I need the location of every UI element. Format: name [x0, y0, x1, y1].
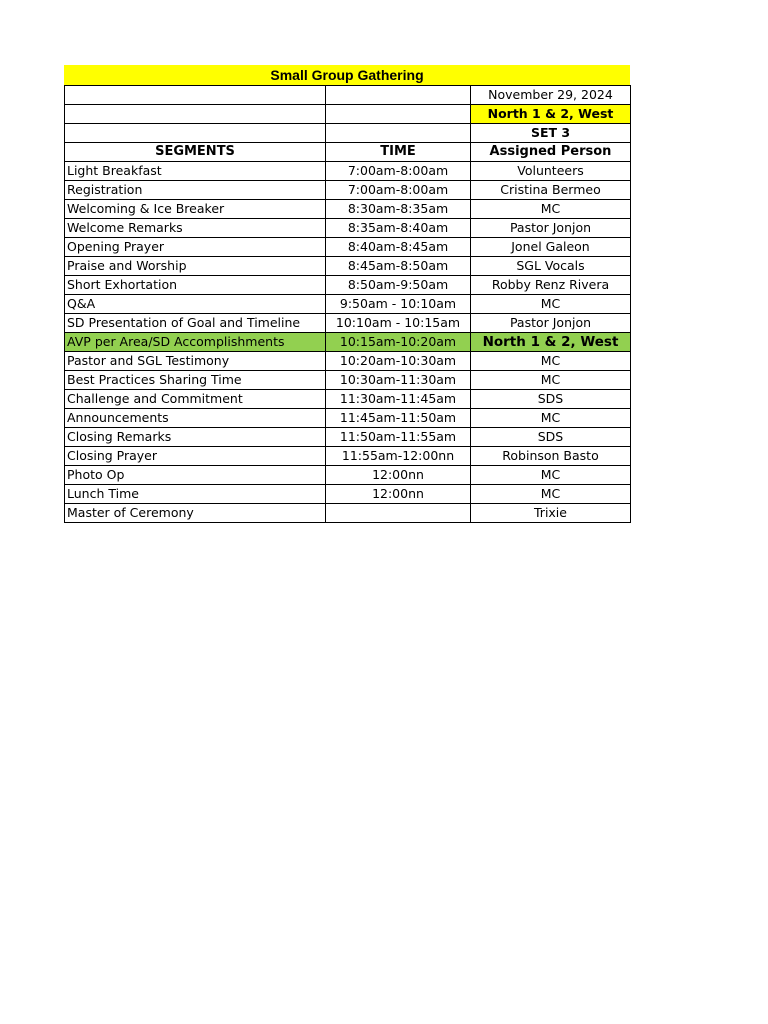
table-row — [65, 333, 631, 352]
sheet-title: Small Group Gathering — [64, 65, 630, 85]
table-row — [65, 447, 631, 466]
table-row — [65, 162, 631, 181]
column-header-segments: SEGMENTS — [65, 143, 326, 162]
segment-cell: Closing Prayer — [65, 447, 326, 466]
time-cell: 8:35am-8:40am — [326, 219, 471, 238]
time-cell: 12:00nn — [326, 485, 471, 504]
column-header-assigned: Assigned Person — [471, 143, 631, 162]
empty-cell — [326, 86, 471, 105]
segment-cell: Q&A — [65, 295, 326, 314]
segment-cell: Announcements — [65, 409, 326, 428]
time-cell: 10:30am-11:30am — [326, 371, 471, 390]
time-cell: 7:00am-8:00am — [326, 162, 471, 181]
segment-cell: Challenge and Commitment — [65, 390, 326, 409]
assigned-cell: Robby Renz Rivera — [471, 276, 631, 295]
empty-cell — [65, 86, 326, 105]
table-row — [65, 181, 631, 200]
assigned-cell: MC — [471, 371, 631, 390]
time-cell — [326, 504, 471, 523]
schedule-body — [65, 162, 631, 523]
empty-cell — [65, 124, 326, 143]
header-row-area — [65, 105, 631, 124]
segment-cell: Closing Remarks — [65, 428, 326, 447]
segment-cell: Welcome Remarks — [65, 219, 326, 238]
assigned-cell: MC — [471, 409, 631, 428]
assigned-cell: MC — [471, 466, 631, 485]
schedule-sheet — [64, 65, 630, 523]
header-row-set — [65, 124, 631, 143]
time-cell: 10:15am-10:20am — [326, 333, 471, 352]
table-row — [65, 390, 631, 409]
segment-cell: Photo Op — [65, 466, 326, 485]
column-header-row — [65, 143, 631, 162]
segment-cell: Welcoming & Ice Breaker — [65, 200, 326, 219]
assigned-cell: Jonel Galeon — [471, 238, 631, 257]
segment-cell: Short Exhortation — [65, 276, 326, 295]
column-header-time: TIME — [326, 143, 471, 162]
time-cell: 11:50am-11:55am — [326, 428, 471, 447]
time-cell: 10:10am - 10:15am — [326, 314, 471, 333]
table-row — [65, 409, 631, 428]
event-set: SET 3 — [471, 124, 631, 143]
table-row — [65, 238, 631, 257]
segment-cell: Light Breakfast — [65, 162, 326, 181]
assigned-cell: Volunteers — [471, 162, 631, 181]
time-cell: 8:50am-9:50am — [326, 276, 471, 295]
table-row — [65, 295, 631, 314]
time-cell: 8:45am-8:50am — [326, 257, 471, 276]
empty-cell — [326, 105, 471, 124]
time-cell: 11:55am-12:00nn — [326, 447, 471, 466]
time-cell: 7:00am-8:00am — [326, 181, 471, 200]
time-cell: 12:00nn — [326, 466, 471, 485]
time-cell: 9:50am - 10:10am — [326, 295, 471, 314]
event-area: North 1 & 2, West — [471, 105, 631, 124]
assigned-cell: Pastor Jonjon — [471, 314, 631, 333]
table-row — [65, 276, 631, 295]
time-cell: 11:30am-11:45am — [326, 390, 471, 409]
empty-cell — [326, 124, 471, 143]
table-row — [65, 428, 631, 447]
segment-cell: Registration — [65, 181, 326, 200]
table-row — [65, 352, 631, 371]
assigned-cell: Robinson Basto — [471, 447, 631, 466]
table-row — [65, 504, 631, 523]
segment-cell: Lunch Time — [65, 485, 326, 504]
assigned-cell: SDS — [471, 428, 631, 447]
table-row — [65, 257, 631, 276]
segment-cell: AVP per Area/SD Accomplishments — [65, 333, 326, 352]
assigned-cell: SDS — [471, 390, 631, 409]
time-cell: 8:30am-8:35am — [326, 200, 471, 219]
table-row — [65, 466, 631, 485]
table-row — [65, 200, 631, 219]
assigned-cell: SGL Vocals — [471, 257, 631, 276]
table-row — [65, 314, 631, 333]
assigned-cell: MC — [471, 295, 631, 314]
segment-cell: Opening Prayer — [65, 238, 326, 257]
table-row — [65, 371, 631, 390]
segment-cell: Master of Ceremony — [65, 504, 326, 523]
event-date: November 29, 2024 — [471, 86, 631, 105]
time-cell: 8:40am-8:45am — [326, 238, 471, 257]
assigned-cell: Cristina Bermeo — [471, 181, 631, 200]
time-cell: 10:20am-10:30am — [326, 352, 471, 371]
segment-cell: Pastor and SGL Testimony — [65, 352, 326, 371]
segment-cell: Praise and Worship — [65, 257, 326, 276]
empty-cell — [65, 105, 326, 124]
table-row — [65, 485, 631, 504]
segment-cell: SD Presentation of Goal and Timeline — [65, 314, 326, 333]
assigned-cell: Pastor Jonjon — [471, 219, 631, 238]
table-row — [65, 219, 631, 238]
time-cell: 11:45am-11:50am — [326, 409, 471, 428]
assigned-cell: Trixie — [471, 504, 631, 523]
header-row-date — [65, 86, 631, 105]
assigned-cell: MC — [471, 352, 631, 371]
schedule-table — [64, 85, 631, 523]
assigned-cell: MC — [471, 485, 631, 504]
assigned-cell: MC — [471, 200, 631, 219]
assigned-cell: North 1 & 2, West — [471, 333, 631, 352]
segment-cell: Best Practices Sharing Time — [65, 371, 326, 390]
